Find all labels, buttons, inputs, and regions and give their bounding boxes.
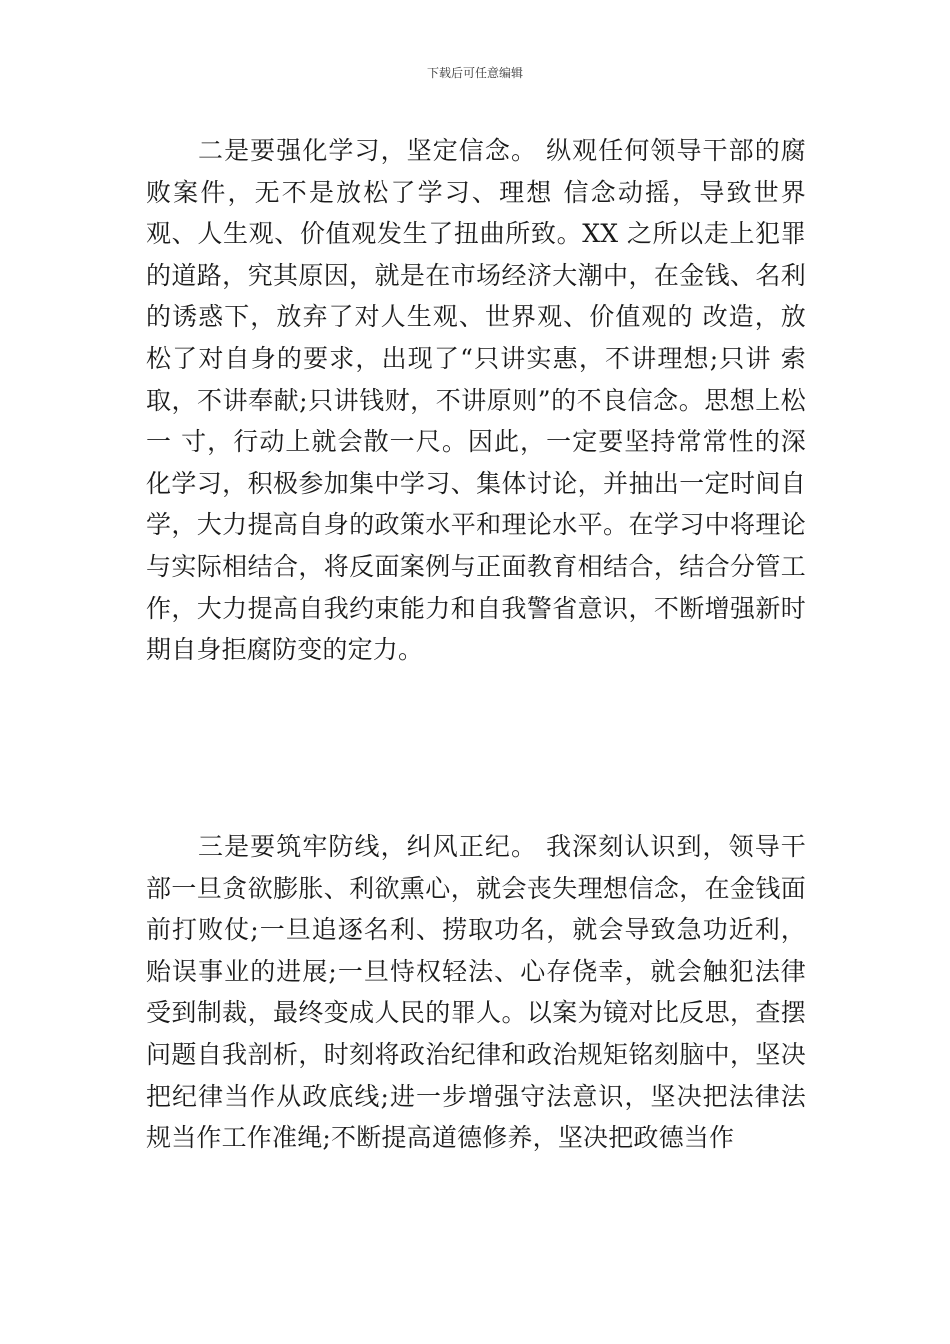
paragraph-defense-discipline: 三是要筑牢防线，纠风正纪。 我深刻认识到，领导干部一旦贪欲膨胀、利欲熏心，就会丧失理想信念，在金钱面前打败仗;一旦追逐名利、捞取功名，就会导致急功近利，贻误事业的进展;一旦恃权轻法、心存侥幸，就会触犯法律受到制裁，最终变成人民的罪人。以案为镜对比反思，查摆问题自我剖析，时刻将政治纪律和政治规矩铭刻脑中，坚决把纪律当作从政底线;进一步增强守法意识，坚决把法律法规当作工作准绳;不断提高道德修养，坚决把政德当作 (146, 832, 806, 1153)
paragraph-study-belief: 二是要强化学习，坚定信念。 纵观任何领导干部的腐败案件，无不是放松了学习、理想 信念动摇，导致世界观、人生观、价值观发生了扭曲所致。XX 之所以走上犯罪的道路，究其原因，就是在市场经济大潮中，在金钱、名利的诱惑下，放弃了对人生观、世界观、价值观的 改造，放松了对自身的要求，出现了“只讲实惠，不讲理想;只讲 索取，不讲奉献;只讲钱财，不讲原则”的不良信念。思想上松一 寸，行动上就会散一尺。因此，一定要坚持常常性的深化学习，积极参加集中学习、集体讨论，并抽出一定时间自学，大力提高自身的政策水平和理论水平。在学习中将理论与实际相结合，将反面案例与正面教育相结合，结合分管工作，大力提高自我约束能力和自我警省意识，不断增强新时期自身拒腐防变的定力。 (146, 136, 806, 665)
page-header: 下载后可任意编辑 (426, 66, 523, 80)
